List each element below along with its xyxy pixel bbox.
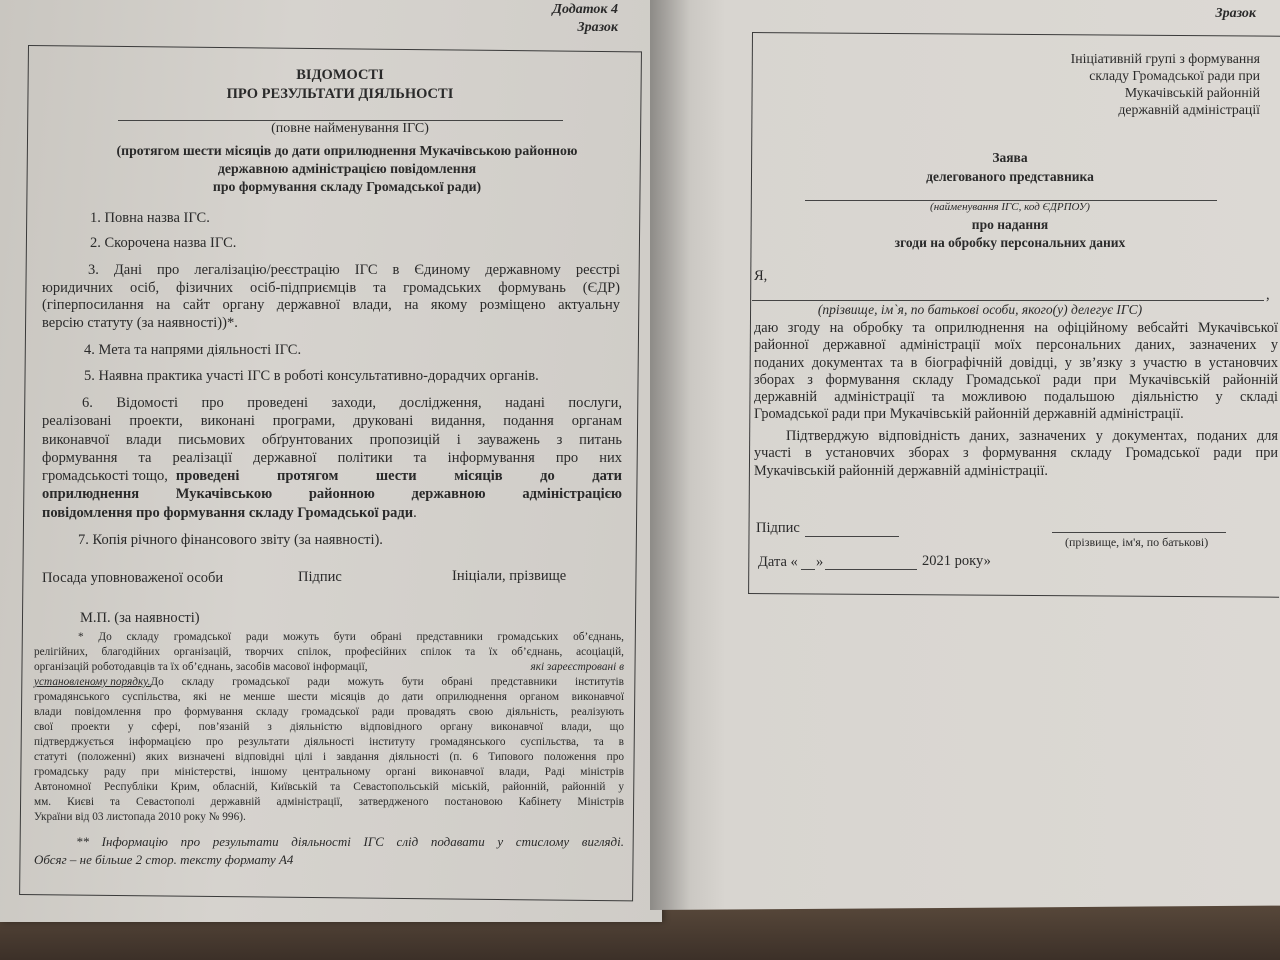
item-3 [42, 262, 620, 332]
consent-subject-line: згоди на обробку персональних даних [894, 235, 1126, 250]
consent-line: Громадської ради при Мукачівській районній державній адміністрації. [754, 406, 1184, 423]
left-title-line: ВІДОМОСТІ [296, 67, 384, 83]
footnote-line: Автономної Республіки Крим, обласній, Київській та Севастопольській міській, районній, районній у [34, 781, 624, 793]
date-month-line [825, 569, 917, 570]
org-code-caption: (найменування ІГС, код ЄДРПОУ) [930, 201, 1090, 213]
item-6-line [42, 467, 622, 485]
signature-position-label: Посада уповноваженої особи [42, 570, 224, 586]
full-name-line [1052, 532, 1226, 533]
seal-label: М.П. (за наявності) [80, 610, 200, 626]
left-subtitle-line: (протягом шести місяців до дати оприлюднення Мукачівською районною [116, 143, 578, 158]
item-6-line: виконавчої влади письмових обґрунтованих пропозицій і зауважень з питань [42, 431, 622, 448]
addressee-line: Мукачівській районній [1124, 85, 1260, 100]
left-subtitle-line: про формування складу Громадської ради) [212, 179, 482, 194]
footnote-line: підтверджується інформацією про результати діяльності інституту громадянського суспільства, та в [34, 736, 624, 748]
footnote-line: * До складу громадської ради можуть бути обрані представники громадських об’єднань, [78, 631, 624, 643]
date-day-line [801, 569, 815, 570]
item-6-text: громадськості тощо, [42, 468, 168, 485]
date-year: 2021 року» [922, 553, 991, 569]
consent-line: державній адміністрації та можливою подальшою діяльністю у складі [754, 389, 1278, 406]
item-5: 5. Наявна практика участі ІГС в роботі консультативно-дорадчих органів. [84, 368, 539, 384]
sample-label: Зразок [577, 20, 618, 35]
left-subtitle-line: державною адміністрацією повідомлення [217, 161, 477, 176]
footnote-line: громадську раду при міністерстві, іншому центральному органі виконавчої влади, Раді міністрів [34, 766, 624, 778]
right-signature-label: Підпис [756, 520, 800, 536]
item-6-bold-text: проведені протягом шести місяців до дати [175, 468, 622, 485]
signature-label: Підпис [298, 569, 342, 585]
application-title-line: делегованого представника [926, 169, 1094, 184]
org-name-caption: (повне найменування ІГС) [271, 121, 429, 136]
footnote-line: мм. Києві та Севастополі державній адміністрації, затвердженого постановою Кабінету Міністрів [34, 796, 624, 808]
confirmation-line: участі в установчих зборах з формування складу Громадської ради при [754, 445, 1278, 462]
item-3-line: (гіперпосилання на сайт органу державної влади, на якому розміщено актуальну [42, 297, 620, 313]
footnote-line: України від 03 листопада 2010 року № 996). [34, 811, 246, 823]
full-name-caption: (прізвище, ім'я, по батькові) [1065, 535, 1209, 549]
addressee-line: державній адміністрації [1118, 102, 1260, 117]
i-label: Я, [754, 268, 768, 284]
footnote-line [34, 660, 624, 675]
right-sample-label: Зразок [1215, 6, 1256, 21]
item-3-line: юридичних осіб, фізичних осіб-підприємців та громадських формувань (ЄДР) [42, 279, 620, 296]
footnote-2 [34, 833, 624, 869]
confirmation-line: Мукачівській районній державній адміністрації. [754, 462, 1048, 479]
annex-label: Додаток 4 [552, 2, 618, 17]
consent-line: зборах з формування складу Громадської ради при Мукачівській районній [754, 371, 1278, 388]
footnote-2-line: Обсяг – не більше 2 стор. тексту формату А4 [34, 852, 294, 867]
item-1: 1. Повна назва ІГС. [90, 210, 210, 226]
item-3-line: 3. Дані про легалізацію/реєстрацію ІГС в Єдиному державному реєстрі [88, 262, 620, 278]
confirmation-paragraph [754, 428, 1278, 480]
consent-subject [860, 216, 1160, 252]
signature-line [805, 536, 899, 537]
footnote-line [34, 675, 624, 690]
consent-line: районної державної адміністрації моїх персональних даних, зазначених у [754, 337, 1278, 354]
footnote-1 [34, 630, 624, 825]
addressee-block [1040, 50, 1260, 118]
item-6-line: реалізовані проекти, виконані програми, друковані видання, подання органам [42, 413, 622, 430]
initials-surname-label: Ініціали, прізвище [452, 568, 567, 584]
footnote-italic-text: установленому порядку. [34, 676, 151, 688]
consent-line: даю згоду на обробку та оприлюднення на офіційному вебсайті Мукачівської [754, 320, 1278, 336]
left-title-line: ПРО РЕЗУЛЬТАТИ ДІЯЛЬНОСТІ [226, 86, 454, 102]
footnote-line: влади повідомлення про формування складу громадської ради провадять свою діяльність, реалізують [34, 706, 624, 718]
addressee-line: Ініціативній групі з формування [1070, 51, 1260, 66]
footnote-line: релігійних, благодійних організацій, творчих спілок, професійних спілок та їх об’єднань, асоціацій, [34, 646, 624, 658]
item-6-line: 6. Відомості про проведені заходи, дослідження, надані послуги, [82, 395, 622, 411]
consent-paragraph [754, 320, 1278, 424]
footnote-text: До складу громадської ради можуть бути обрані представники інститутів [150, 676, 624, 688]
application-title-line: Заява [992, 150, 1028, 165]
footnote-text: організацій роботодавців та їх об’єднань, засобів масової інформації, [34, 661, 368, 673]
person-caption: (прізвище, ім`я, по батькові особи, якого(у) делегує ІГС) [817, 302, 1143, 317]
application-title [860, 148, 1160, 186]
person-name-line [752, 300, 1264, 301]
consent-line: поданих документах та в біографічній довідці, у зв’язку з участю в установчих [754, 354, 1278, 371]
comma-mark: , [1266, 287, 1270, 303]
footnote-line: свої проекти у сфері, пов’язаній з діяльністю відповідного органу виконавчої влади, що [34, 721, 624, 733]
footnote-italic-text: які зареєстровані в [530, 661, 624, 673]
item-6-line [42, 504, 622, 522]
item-2: 2. Скорочена назва ІГС. [90, 235, 237, 251]
item-4: 4. Мета та напрями діяльності ІГС. [84, 342, 302, 358]
left-subtitle [52, 142, 642, 196]
footnote-line: статуті (положенні) яких визначені відповідні цілі і завдання діяльності (п. 6 Типового положення про [34, 751, 624, 763]
date-day-close: » [816, 554, 824, 570]
item-6-period: . [413, 504, 417, 521]
footnote-line: громадянського суспільства, які не менше шести місяців до дати оприлюднення органом виконавчої [34, 691, 624, 703]
item-6-bold-text: повідомлення про формування складу Громадської ради [42, 504, 414, 521]
item-6 [42, 394, 622, 522]
item-7: 7. Копія річного фінансового звіту (за наявності). [78, 532, 383, 548]
left-title [130, 66, 550, 104]
item-3-line: версію статуту (за наявності))*. [42, 314, 238, 331]
addressee-line: складу Громадської ради при [1089, 68, 1260, 83]
page-fold-shadow [650, 0, 690, 910]
consent-subject-line: про надання [971, 217, 1049, 232]
confirmation-line: Підтверджую відповідність даних, зазначених у документах, поданих для [786, 428, 1278, 444]
footnote-2-line: ** Інформацію про результати діяльності ІГС слід подавати у стислому вигляді. [76, 834, 624, 849]
date-label: Дата « [758, 554, 798, 570]
item-6-bold-line: оприлюднення Мукачівською районною державною адміністрацією [42, 486, 622, 503]
item-6-line: формування та реалізації державної політики та інформування про них [42, 449, 622, 466]
